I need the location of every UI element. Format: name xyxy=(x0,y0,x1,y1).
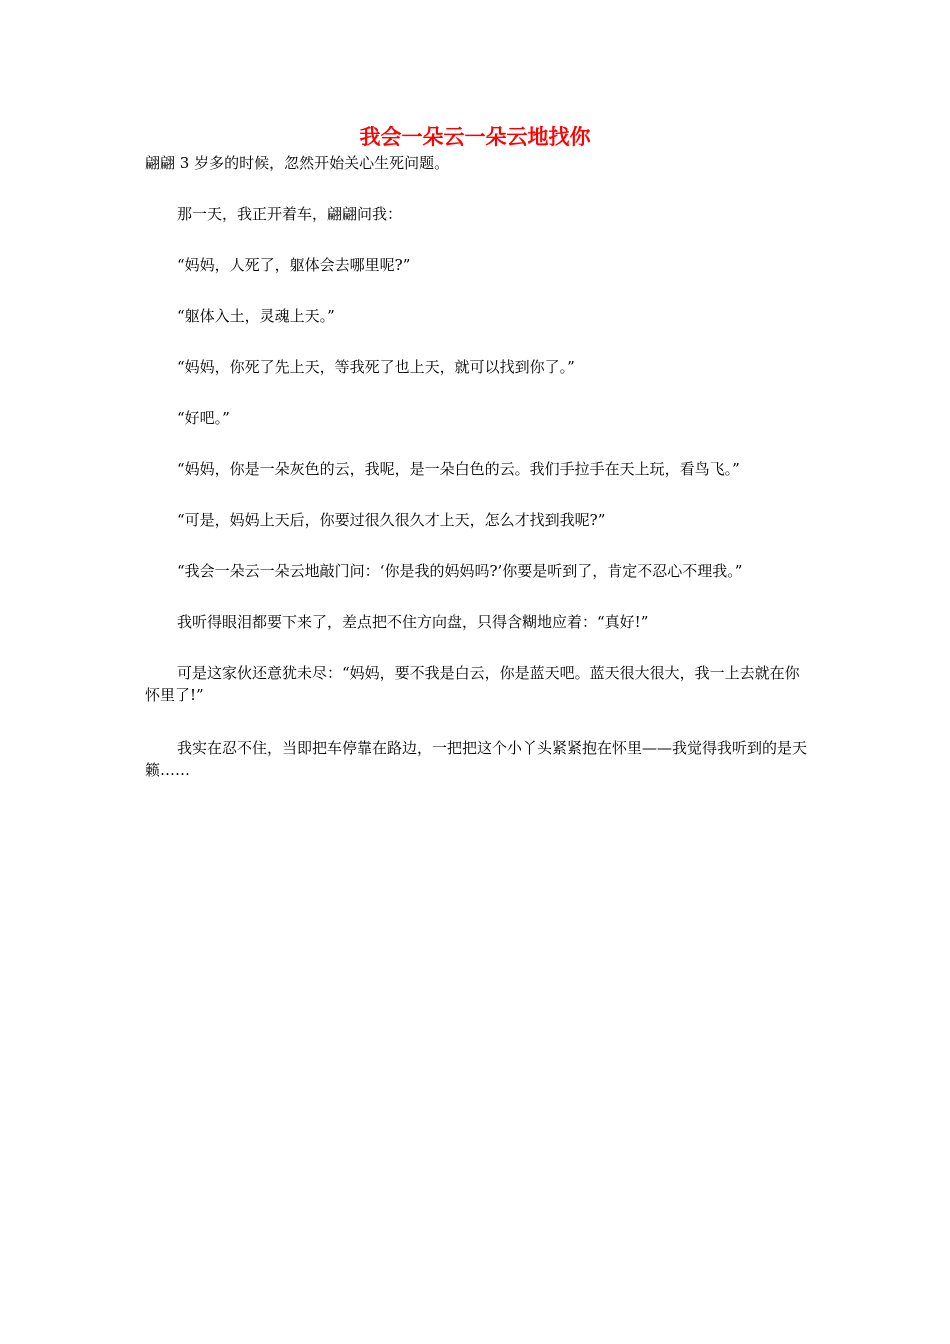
paragraph-3: “妈妈，人死了，躯体会去哪里呢?” xyxy=(177,256,411,274)
document-body xyxy=(145,152,810,781)
paragraph-6: “好吧。” xyxy=(177,409,230,427)
paragraph-12: 我实在忍不住，当即把车停靠在路边，一把把这个小丫头紧紧抱在怀里——我觉得我听到的是天籁…… xyxy=(145,739,808,779)
paragraph-8: “可是，妈妈上天后，你要过很久很久才上天，怎么才找到我呢?” xyxy=(177,511,606,529)
paragraph-9: “我会一朵云一朵云地敲门问：‘你是我的妈妈吗?’你要是听到了，肯定不忍心不理我。” xyxy=(177,562,743,580)
document-title: 我会一朵云一朵云地找你 xyxy=(359,125,591,149)
paragraph-11: 可是这家伙还意犹未尽：“妈妈，要不我是白云，你是蓝天吧。蓝天很大很大，我一上去就在你怀里了!” xyxy=(145,664,800,704)
paragraph-10: 我听得眼泪都要下来了，差点把不住方向盘，只得含糊地应着：“真好!” xyxy=(177,613,649,631)
paragraph-2: 那一天，我正开着车，翩翩问我： xyxy=(177,205,403,223)
paragraph-1: 翩翩 3 岁多的时候，忽然开始关心生死问题。 xyxy=(145,154,450,172)
paragraph-4: “躯体入土，灵魂上天。” xyxy=(177,307,335,325)
paragraph-5: “妈妈，你死了先上天，等我死了也上天，就可以找到你了。” xyxy=(177,358,575,376)
paragraph-7: “妈妈，你是一朵灰色的云，我呢，是一朵白色的云。我们手拉手在天上玩，看鸟飞。” xyxy=(177,460,740,478)
